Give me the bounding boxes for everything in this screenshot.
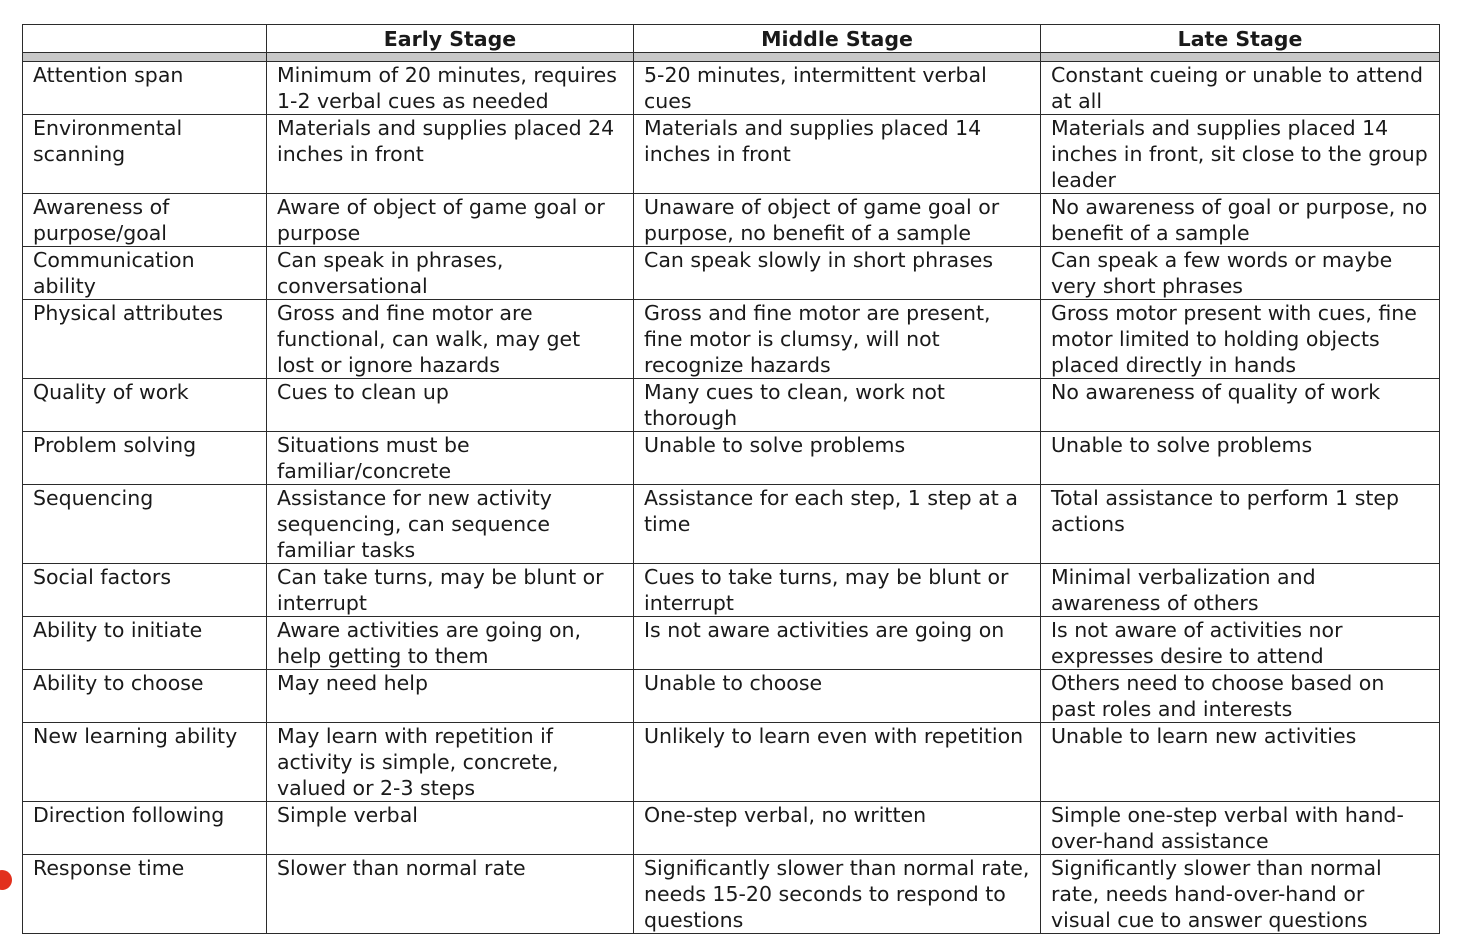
- cell-middle: Unaware of object of game goal or purpose, no benefit of a sample: [634, 194, 1041, 247]
- cell-late: Others need to choose based on past roles and interests: [1041, 670, 1440, 723]
- cell-middle: Cues to take turns, may be blunt or interrupt: [634, 564, 1041, 617]
- row-label: Awareness of purpose/goal: [23, 194, 267, 247]
- header-divider-band: [23, 53, 1440, 62]
- table-row: [23, 247, 1440, 300]
- cell-middle: Unable to solve problems: [634, 432, 1041, 485]
- table-row: [23, 432, 1440, 485]
- cell-middle: Unable to choose: [634, 670, 1041, 723]
- cell-early: Simple verbal: [267, 802, 634, 855]
- table-row: [23, 802, 1440, 855]
- cell-late: Simple one-step verbal with hand-over-hand assistance: [1041, 802, 1440, 855]
- cell-middle: Can speak slowly in short phrases: [634, 247, 1041, 300]
- row-label: Problem solving: [23, 432, 267, 485]
- cell-late: Gross motor present with cues, fine motor limited to holding objects placed directly in hands: [1041, 300, 1440, 379]
- row-label: Physical attributes: [23, 300, 267, 379]
- stage-comparison-table: [22, 24, 1440, 934]
- cell-middle: One-step verbal, no written: [634, 802, 1041, 855]
- table-row: [23, 670, 1440, 723]
- cell-middle: Assistance for each step, 1 step at a time: [634, 485, 1041, 564]
- cell-late: No awareness of goal or purpose, no benefit of a sample: [1041, 194, 1440, 247]
- cell-late: Materials and supplies placed 14 inches in front, sit close to the group leader: [1041, 115, 1440, 194]
- row-label: Attention span: [23, 62, 267, 115]
- row-label: Response time: [23, 855, 267, 934]
- cell-late: Significantly slower than normal rate, needs hand-over-hand or visual cue to answer questions: [1041, 855, 1440, 934]
- row-label: Direction following: [23, 802, 267, 855]
- cell-middle: 5-20 minutes, intermittent verbal cues: [634, 62, 1041, 115]
- row-label: Sequencing: [23, 485, 267, 564]
- cell-early: Can take turns, may be blunt or interrupt: [267, 564, 634, 617]
- cell-late: Total assistance to perform 1 step actions: [1041, 485, 1440, 564]
- cell-early: Can speak in phrases, conversational: [267, 247, 634, 300]
- cell-late: Unable to learn new activities: [1041, 723, 1440, 802]
- cell-late: Is not aware of activities nor expresses desire to attend: [1041, 617, 1440, 670]
- cell-middle: Unlikely to learn even with repetition: [634, 723, 1041, 802]
- cell-early: Slower than normal rate: [267, 855, 634, 934]
- table-row: [23, 617, 1440, 670]
- cell-early: Aware of object of game goal or purpose: [267, 194, 634, 247]
- red-dot-mark: [0, 870, 12, 890]
- table-row: [23, 115, 1440, 194]
- row-label: New learning ability: [23, 723, 267, 802]
- header-early-stage: Early Stage: [267, 25, 634, 53]
- cell-early: Assistance for new activity sequencing, can sequence familiar tasks: [267, 485, 634, 564]
- cell-middle: Many cues to clean, work not thorough: [634, 379, 1041, 432]
- cell-early: Cues to clean up: [267, 379, 634, 432]
- cell-early: Minimum of 20 minutes, requires 1-2 verbal cues as needed: [267, 62, 634, 115]
- header-corner: [23, 25, 267, 53]
- cell-early: Gross and fine motor are functional, can walk, may get lost or ignore hazards: [267, 300, 634, 379]
- cell-early: May need help: [267, 670, 634, 723]
- table-row: [23, 564, 1440, 617]
- table-row: [23, 379, 1440, 432]
- cell-middle: Gross and fine motor are present, fine motor is clumsy, will not recognize hazards: [634, 300, 1041, 379]
- cell-late: Unable to solve problems: [1041, 432, 1440, 485]
- cell-early: Materials and supplies placed 24 inches in front: [267, 115, 634, 194]
- row-label: Ability to initiate: [23, 617, 267, 670]
- table-row: [23, 300, 1440, 379]
- table-row: [23, 62, 1440, 115]
- row-label: Quality of work: [23, 379, 267, 432]
- table-row: [23, 723, 1440, 802]
- header-middle-stage: Middle Stage: [634, 25, 1041, 53]
- cell-middle: Materials and supplies placed 14 inches in front: [634, 115, 1041, 194]
- row-label: Ability to choose: [23, 670, 267, 723]
- cell-early: May learn with repetition if activity is simple, concrete, valued or 2-3 steps: [267, 723, 634, 802]
- cell-late: Can speak a few words or maybe very short phrases: [1041, 247, 1440, 300]
- header-row: [23, 25, 1440, 53]
- table-row: [23, 485, 1440, 564]
- cell-middle: Is not aware activities are going on: [634, 617, 1041, 670]
- row-label: Communication ability: [23, 247, 267, 300]
- cell-early: Situations must be familiar/concrete: [267, 432, 634, 485]
- cell-early: Aware activities are going on, help getting to them: [267, 617, 634, 670]
- header-late-stage: Late Stage: [1041, 25, 1440, 53]
- table-row: [23, 194, 1440, 247]
- cell-late: No awareness of quality of work: [1041, 379, 1440, 432]
- cell-late: Minimal verbalization and awareness of others: [1041, 564, 1440, 617]
- cell-middle: Significantly slower than normal rate, needs 15-20 seconds to respond to questions: [634, 855, 1041, 934]
- row-label: Social factors: [23, 564, 267, 617]
- row-label: Environmental scanning: [23, 115, 267, 194]
- cell-late: Constant cueing or unable to attend at all: [1041, 62, 1440, 115]
- table-row: [23, 855, 1440, 934]
